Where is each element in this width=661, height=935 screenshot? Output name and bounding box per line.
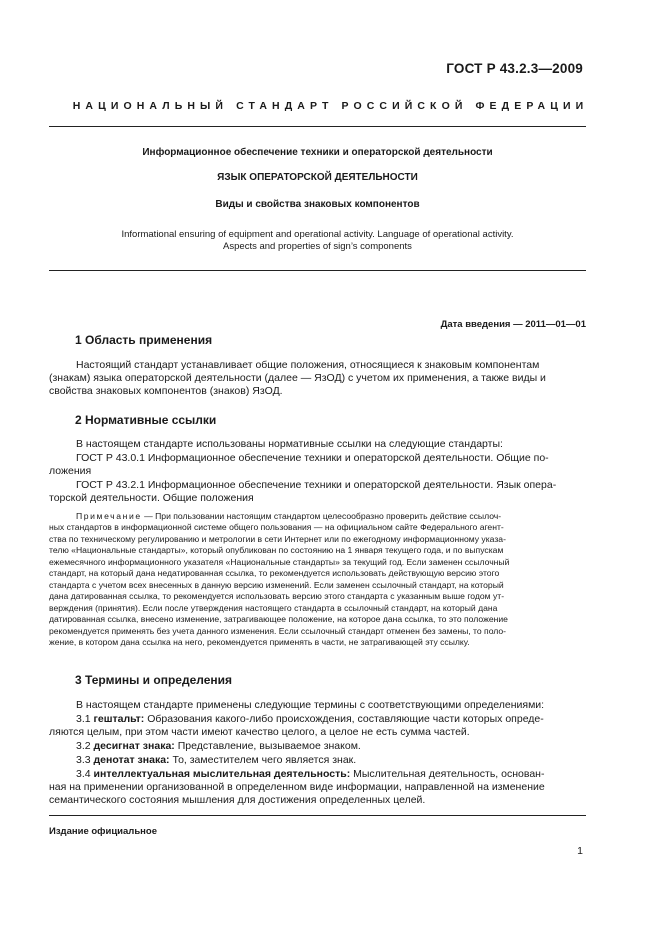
term-denotat (49, 754, 586, 767)
page-number: 1 (577, 845, 583, 857)
section-1-paragraph (49, 359, 586, 398)
term-line (49, 713, 586, 726)
english-title-line-1: Informational ensuring of equipment and operational activity. Language of operational activity. (121, 229, 514, 240)
note-label: Примечание (76, 511, 142, 521)
term-definition: Образования какого-либо происхождения, составляющие части которых опреде- (144, 713, 544, 725)
note-line: стандарта с учетом всех внесенных в данную версию изменений. Если заменен ссылочный стандарт, на который (49, 579, 504, 590)
term-number: 3.4 (76, 768, 94, 780)
term-name: интеллектуальная мыслительная деятельность: (93, 768, 351, 780)
reference-line: ГОСТ Р 43.2.1 Информационное обеспечение техники и операторской деятельности. Язык опера- (76, 479, 557, 491)
reference-gost-43-0-1 (49, 452, 586, 478)
note-first-line (49, 511, 586, 522)
term-definition: То, заместителем чего является знак. (169, 754, 357, 766)
section-1-line: свойства знаковых компонентов (знаков) ЯзОД. (49, 385, 283, 397)
term-line (49, 754, 586, 767)
term-line: семантического состояния мышления для достижения определенных целей. (49, 794, 426, 806)
note-line: ных стандартов в информационной системе общего пользования — на официальном сайте Федерального агент- (49, 522, 504, 533)
series-title: Информационное обеспечение техники и операторской деятельности (142, 147, 493, 158)
footer-divider (49, 815, 586, 816)
term-designat (49, 740, 586, 753)
subtitle: Виды и свойства знаковых компонентов (215, 199, 420, 210)
section-1-line: (знакам) языка операторской деятельности (далее — ЯзОД) с учетом их применения, а также виды и (49, 372, 546, 384)
title-divider (49, 270, 586, 271)
section-2-heading: 2 Нормативные ссылки (75, 413, 217, 427)
section-3-heading: 3 Термины и определения (75, 673, 233, 687)
national-standard-title: НАЦИОНАЛЬНЫЙ СТАНДАРТ РОССИЙСКОЙ ФЕДЕРАЦИИ (72, 100, 589, 112)
edition-label: Издание официальное (49, 826, 157, 837)
reference-line: ложения (49, 465, 92, 477)
note-line: стандарт, на который дана недатированная ссылка, то рекомендуется использовать действующую версию этого (49, 568, 500, 579)
header-divider (49, 126, 586, 127)
section-1-heading: 1 Область применения (75, 333, 213, 347)
term-line: ная на применении организованной в определенном виде информации, направленной на изменение (49, 781, 545, 793)
term-number: 3.1 (76, 713, 94, 725)
term-line (49, 740, 586, 753)
term-name: десигнат знака: (93, 740, 175, 752)
term-definition: Мыслительная деятельность, основан- (350, 768, 545, 780)
term-definition: Представление, вызываемое знаком. (174, 740, 361, 752)
term-line: ляются целым, при этом части имеют качество целого, а целое не есть сумма частей. (49, 726, 470, 738)
section-1-line: Настоящий стандарт устанавливает общие положения, относящиеся к знаковым компонентам (76, 359, 540, 371)
standard-code: ГОСТ Р 43.2.3—2009 (446, 61, 583, 76)
english-title (49, 229, 586, 253)
note-line: ежемесячного информационного указателя «Национальные стандарты» за текущий год. Если заменен ссылочный (49, 556, 510, 567)
introduction-date: Дата введения — 2011—01—01 (440, 319, 586, 330)
note-line: ства по техническому регулированию и метрологии в сети Интернет или по ежегодному информационному указа- (49, 533, 506, 544)
term-gestalt (49, 713, 586, 739)
term-number: 3.2 (76, 740, 94, 752)
term-name: гештальт: (93, 713, 145, 725)
reference-gost-43-2-1 (49, 479, 586, 505)
reference-line: ГОСТ Р 43.0.1 Информационное обеспечение техники и операторской деятельности. Общие по- (76, 452, 549, 464)
note-line: — При пользовании настоящим стандартом целесообразно проверить действие ссылоч- (141, 511, 502, 521)
english-title-line-2: Aspects and properties of sign’s components (223, 241, 412, 252)
reference-line: торской деятельности. Общие положения (49, 492, 254, 504)
section-3-intro: В настоящем стандарте применены следующие термины с соответствующими определениями: (76, 699, 545, 711)
note-line: телю «Национальные стандарты», который опубликован по состоянию на 1 января текущего года, и по выпускам (49, 545, 504, 556)
note-line: жение, в котором дана ссылка на него, рекомендуется применять в части, не затрагивающей эту ссылку. (49, 636, 470, 647)
main-title: ЯЗЫК ОПЕРАТОРСКОЙ ДЕЯТЕЛЬНОСТИ (217, 172, 418, 183)
note-block (49, 511, 586, 648)
term-intellectual-activity (49, 768, 586, 807)
note-line: верждения (принятия). Если после утверждения настоящего стандарта в ссылочный стандарт, на который дана (49, 602, 498, 613)
term-line (49, 768, 586, 781)
section-2-intro: В настоящем стандарте использованы нормативные ссылки на следующие стандарты: (76, 438, 503, 450)
note-line: датированная ссылка, внесено изменение, затрагивающее положение, на которое дана ссылка, то это положение (49, 614, 508, 625)
term-number: 3.3 (76, 754, 94, 766)
term-name: денотат знака: (93, 754, 170, 766)
note-line: дана датированная ссылка, то рекомендуется использовать версию этого стандарта с указанным выше годом ут- (49, 591, 505, 602)
note-line: рекомендуется применять без учета данного изменения. Если ссылочный стандарт отменен без замены, то поло- (49, 625, 507, 636)
